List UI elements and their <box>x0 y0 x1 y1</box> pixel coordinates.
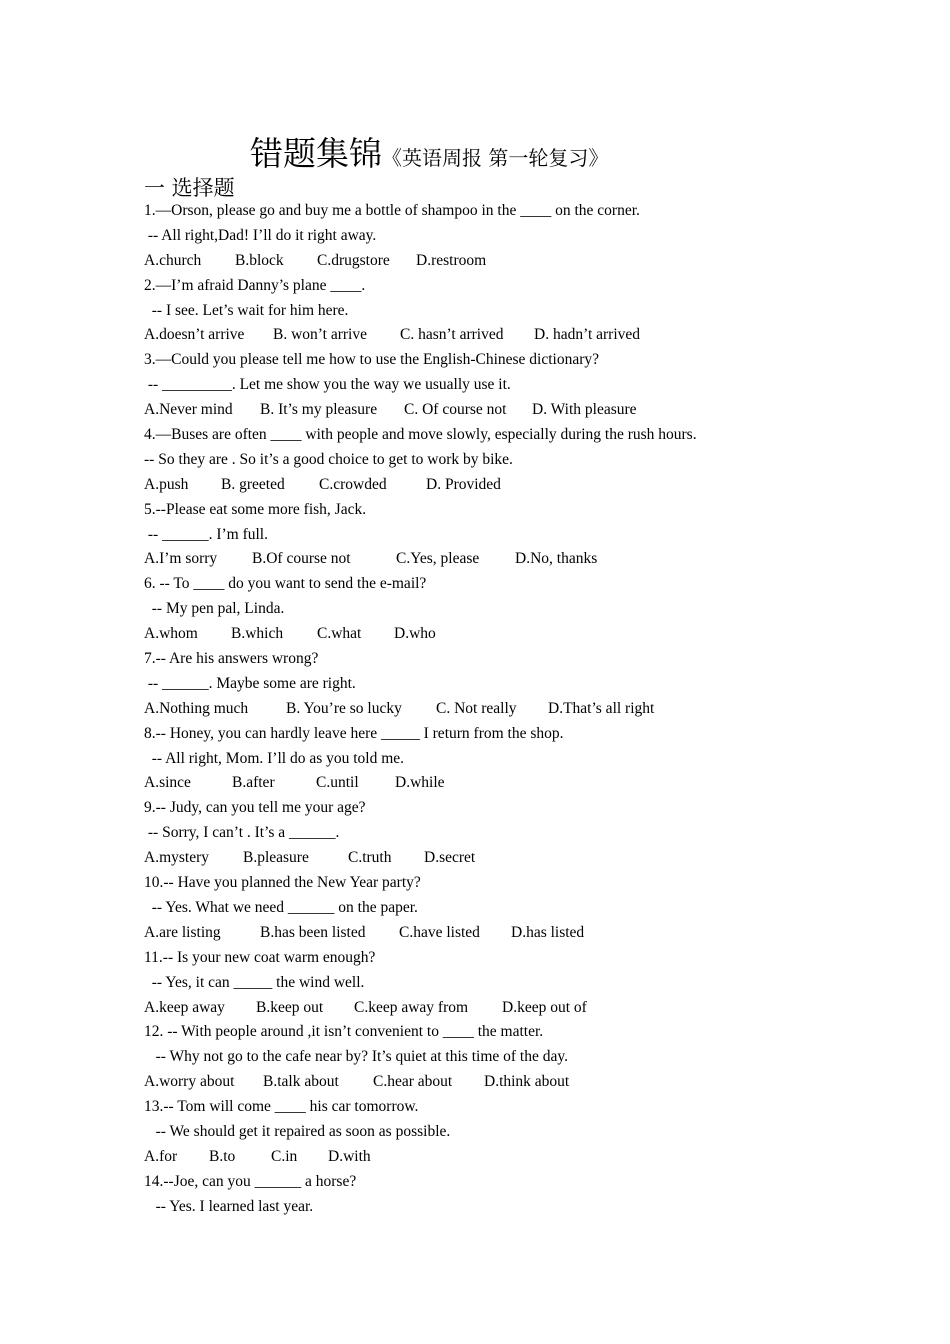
option-row <box>144 996 844 1021</box>
question-response: -- Yes. I learned last year. <box>144 1197 314 1215</box>
question-prompt: 12. -- With people around ,it isn’t convenient to ____ the matter. <box>144 1023 544 1041</box>
option-row <box>144 921 844 946</box>
answer-option: B.which <box>231 625 284 643</box>
answer-option: B.block <box>235 251 284 269</box>
option-row <box>144 1070 844 1095</box>
answer-option: B. You’re so lucky <box>286 699 402 717</box>
answer-option: C.until <box>316 774 359 792</box>
answer-option: B.has been listed <box>260 923 366 941</box>
answer-option: C.have listed <box>399 923 480 941</box>
answer-option: D.secret <box>424 849 476 867</box>
answer-option: B.pleasure <box>243 849 309 867</box>
answer-option: D.with <box>328 1147 371 1165</box>
answer-option: A.doesn’t arrive <box>144 326 245 344</box>
question-response: -- ______. I’m full. <box>144 525 268 543</box>
question-prompt: 2.—I’m afraid Danny’s plane ____. <box>144 276 366 294</box>
answer-option: C. Of course not <box>404 401 507 419</box>
answer-option: A.are listing <box>144 923 221 941</box>
question-prompt: 9.-- Judy, can you tell me your age? <box>144 799 366 817</box>
answer-option: D.That’s all right <box>548 699 655 717</box>
answer-option: A.push <box>144 475 189 493</box>
title-main: 错题集锦 <box>250 134 382 173</box>
question-response: -- Sorry, I can’t . It’s a ______. <box>144 824 340 842</box>
answer-option: C.in <box>271 1147 298 1165</box>
question-prompt: 6. -- To ____ do you want to send the e-mail? <box>144 575 427 593</box>
answer-option: B. greeted <box>221 475 285 493</box>
question-prompt: 11.-- Is your new coat warm enough? <box>144 948 376 966</box>
question-response: -- My pen pal, Linda. <box>144 600 285 618</box>
question-prompt: 8.-- Honey, you can hardly leave here _____ I return from the shop. <box>144 724 564 742</box>
answer-option: A.Never mind <box>144 401 233 419</box>
question-prompt: 14.--Joe, can you ______ a horse? <box>144 1172 357 1190</box>
answer-option: D.who <box>394 625 436 643</box>
answer-option: B.keep out <box>256 998 324 1016</box>
question-prompt: 7.-- Are his answers wrong? <box>144 650 319 668</box>
section-heading: 一 选择题 <box>144 176 235 200</box>
answer-option: D. Provided <box>426 475 501 493</box>
answer-option: C. hasn’t arrived <box>400 326 504 344</box>
answer-option: C.what <box>317 625 362 643</box>
title-subtitle: 《英语周报 第一轮复习》 <box>382 146 609 170</box>
answer-option: D. hadn’t arrived <box>534 326 641 344</box>
answer-option: C.hear about <box>373 1073 453 1091</box>
option-row <box>144 697 844 722</box>
question-prompt: 4.—Buses are often ____ with people and move slowly, especially during the rush hours. <box>144 426 697 444</box>
question-list <box>144 199 844 1220</box>
answer-option: D.while <box>395 774 445 792</box>
answer-option: A.for <box>144 1147 178 1165</box>
question-response: -- ______. Maybe some are right. <box>144 674 356 692</box>
answer-option: A.whom <box>144 625 198 643</box>
answer-option: B.talk about <box>263 1073 339 1091</box>
answer-option: A.worry about <box>144 1073 235 1091</box>
answer-option: D.No, thanks <box>515 550 598 568</box>
question-response: -- Why not go to the cafe near by? It’s quiet at this time of the day. <box>144 1048 568 1066</box>
answer-option: C. Not really <box>436 699 517 717</box>
option-row <box>144 771 844 796</box>
answer-option: C.Yes, please <box>396 550 480 568</box>
answer-option: C.truth <box>348 849 392 867</box>
answer-option: A.Nothing much <box>144 699 249 717</box>
answer-option: A.mystery <box>144 849 210 867</box>
option-row <box>144 846 844 871</box>
option-row <box>144 398 844 423</box>
answer-option: B. It’s my pleasure <box>260 401 378 419</box>
question-response: -- We should get it repaired as soon as possible. <box>144 1122 451 1140</box>
option-row <box>144 547 844 572</box>
answer-option: A.I’m sorry <box>144 550 218 568</box>
question-prompt: 3.—Could you please tell me how to use the English-Chinese dictionary? <box>144 351 600 369</box>
question-response: -- All right, Mom. I’ll do as you told me. <box>144 749 405 767</box>
answer-option: B.after <box>232 774 275 792</box>
question-response: -- All right,Dad! I’ll do it right away. <box>144 226 377 244</box>
answer-option: D. With pleasure <box>532 401 637 419</box>
answer-option: B.Of course not <box>252 550 351 568</box>
question-response: -- _________. Let me show you the way we usually use it. <box>144 376 511 394</box>
question-response: -- So they are . So it’s a good choice to get to work by bike. <box>144 450 513 468</box>
answer-option: B. won’t arrive <box>273 326 367 344</box>
answer-option: C.keep away from <box>354 998 469 1016</box>
question-response: -- Yes. What we need ______ on the paper. <box>144 898 418 916</box>
option-row <box>144 473 844 498</box>
answer-option: D.restroom <box>416 251 487 269</box>
answer-option: C.drugstore <box>317 251 390 269</box>
question-prompt: 13.-- Tom will come ____ his car tomorrow. <box>144 1098 419 1116</box>
answer-option: D.keep out of <box>502 998 587 1016</box>
answer-option: A.keep away <box>144 998 225 1016</box>
answer-option: D.has listed <box>511 923 585 941</box>
answer-option: B.to <box>209 1147 236 1165</box>
option-row <box>144 323 844 348</box>
option-row <box>144 1145 844 1170</box>
question-response: -- Yes, it can _____ the wind well. <box>144 973 365 991</box>
answer-option: A.since <box>144 774 191 792</box>
answer-option: D.think about <box>484 1073 570 1091</box>
question-prompt: 5.--Please eat some more fish, Jack. <box>144 500 367 518</box>
question-prompt: 10.-- Have you planned the New Year party? <box>144 874 421 892</box>
option-row <box>144 249 844 274</box>
answer-option: C.crowded <box>319 475 387 493</box>
question-response: -- I see. Let’s wait for him here. <box>144 301 349 319</box>
question-prompt: 1.—Orson, please go and buy me a bottle of shampoo in the ____ on the corner. <box>144 202 640 219</box>
document-title <box>250 128 608 175</box>
answer-option: A.church <box>144 251 202 269</box>
option-row <box>144 622 844 647</box>
